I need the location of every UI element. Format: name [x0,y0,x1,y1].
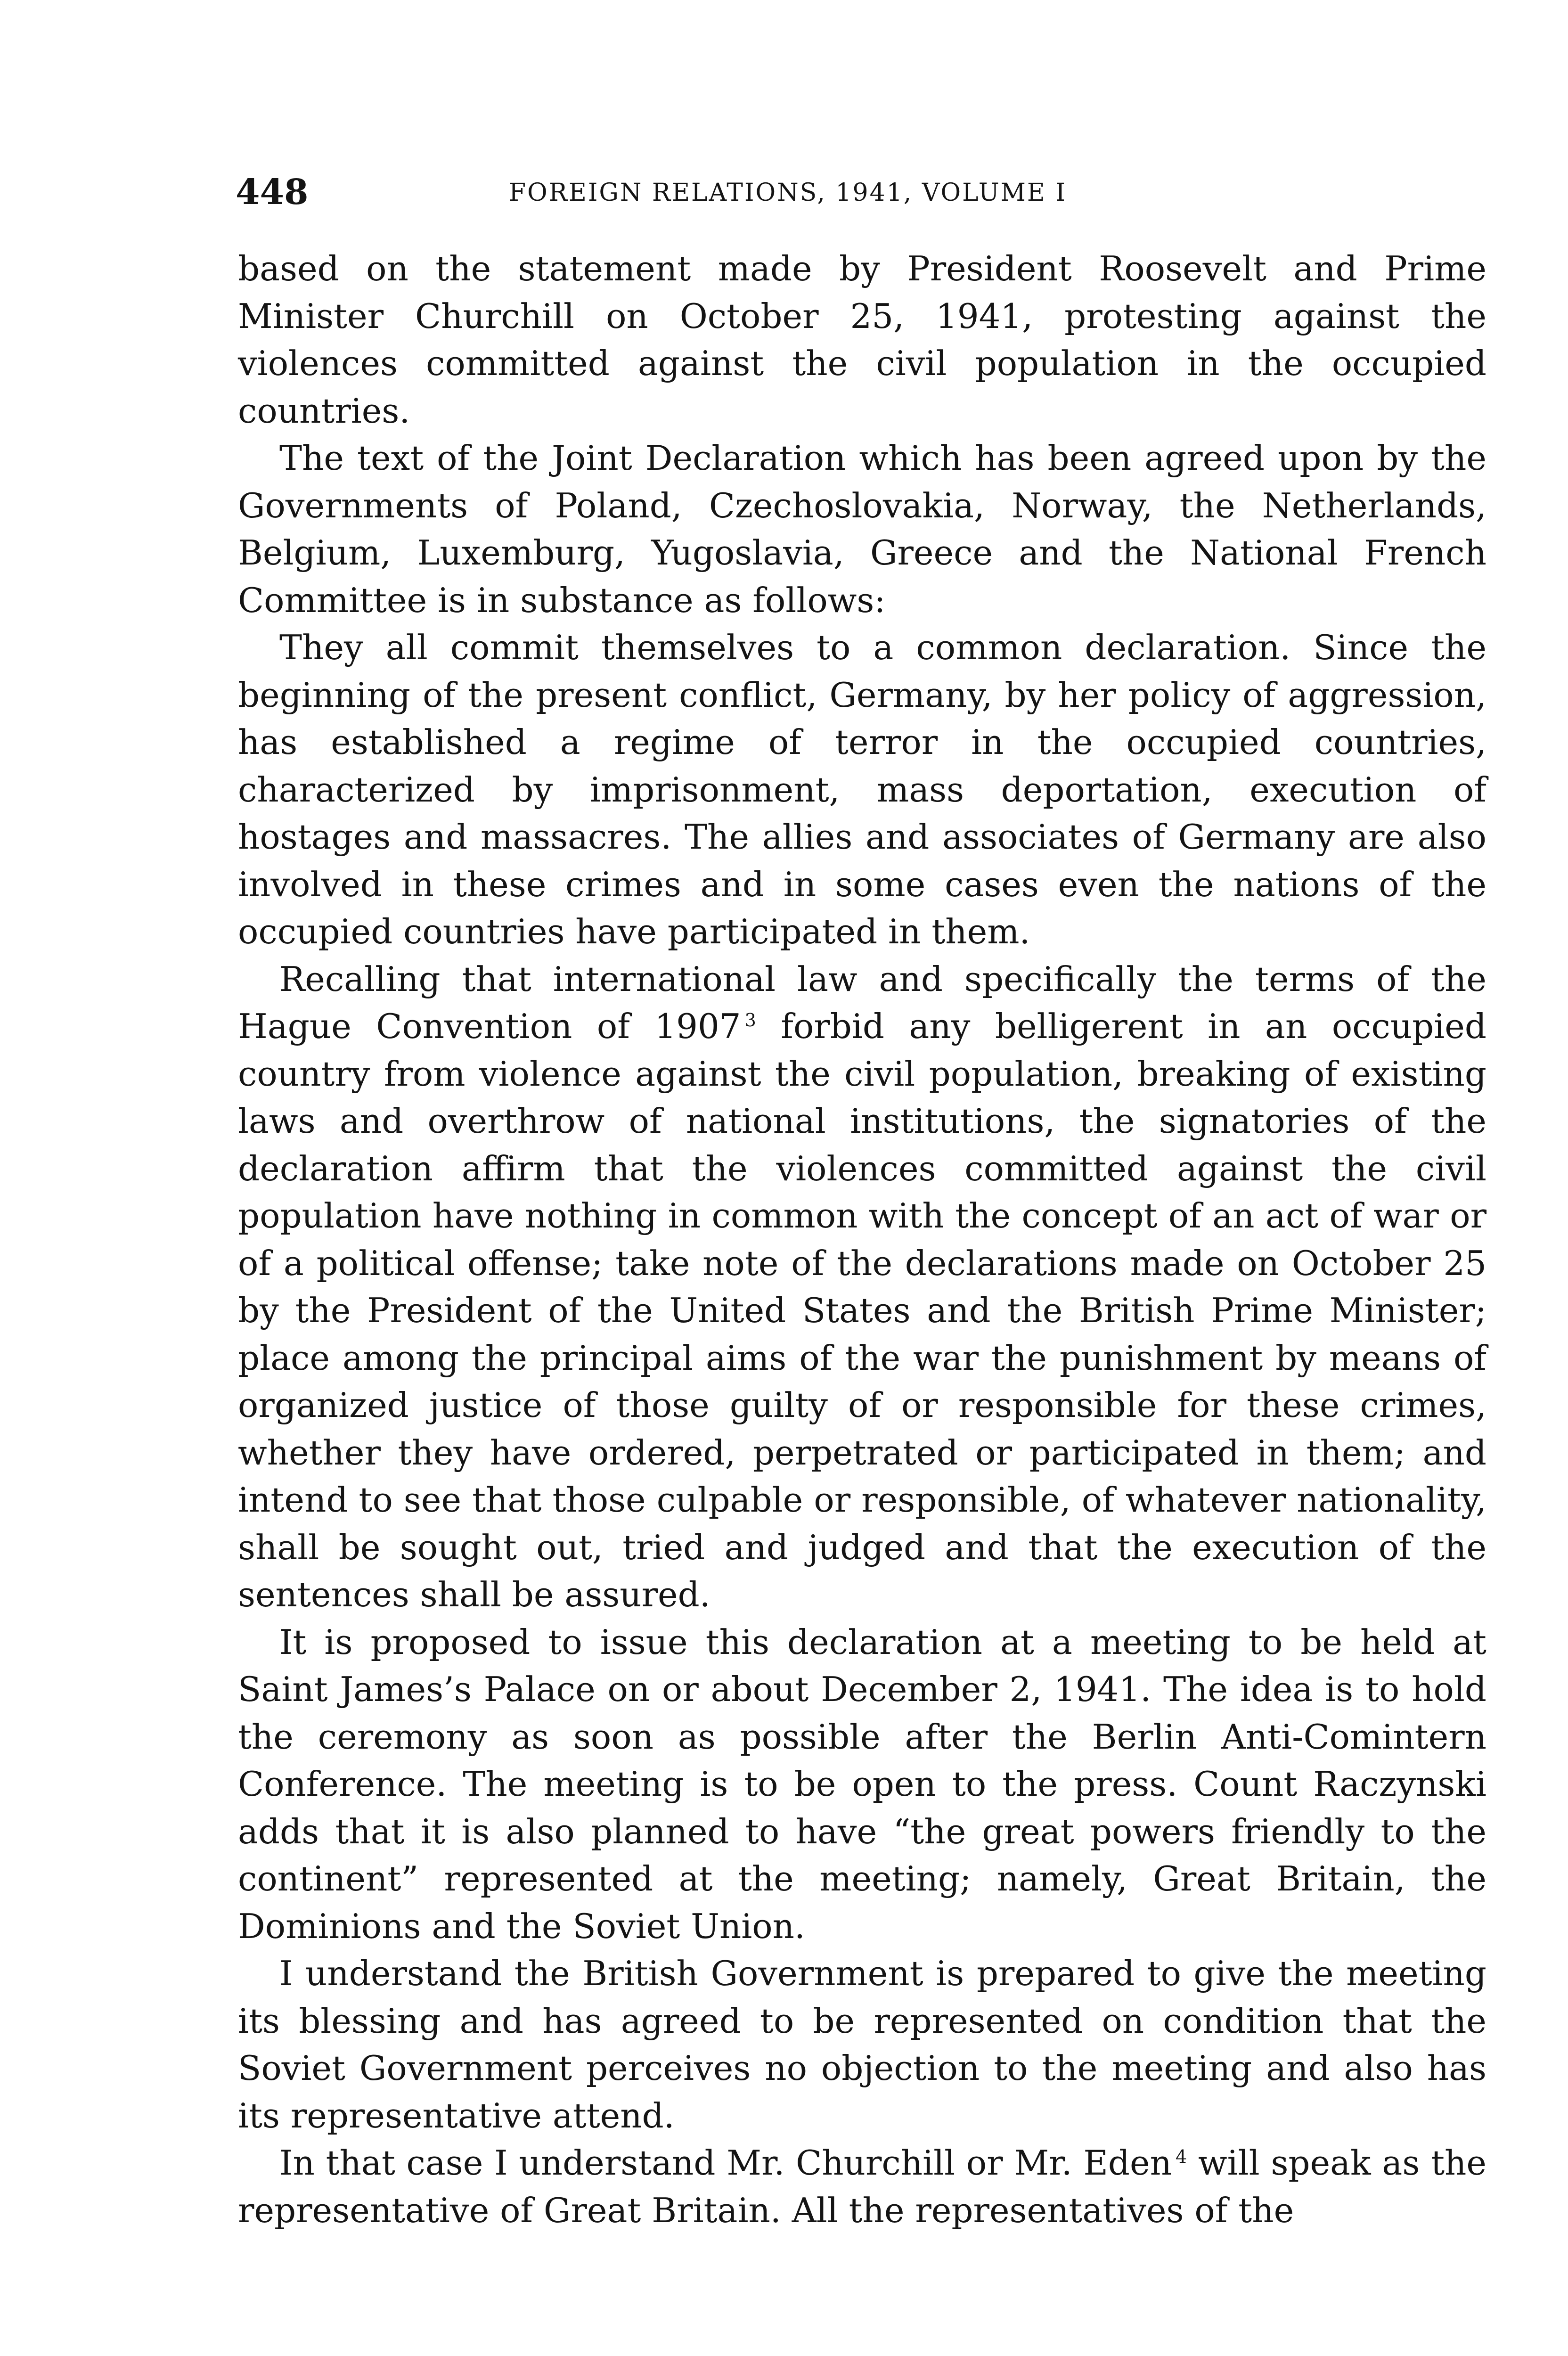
paragraph-4 [238,956,1486,1619]
paragraph-7-text-b: will speak as the representative of Great Britain. All the representatives of the [238,2143,1486,2230]
footnote-reference-4: 4 [1176,2146,1187,2167]
paragraph-3: They all commit themselves to a common declaration. Since the beginning of the present conflict, Germany, by her policy of aggression, has established a regime of terror in the occupied countries, characterized by imprisonment, mass deportation, execution of hostages and massacres. The allies and associates of Germany are also involved in these crimes and in some cases even the nations of the occupied countries have participated in them. [238,628,1486,951]
paragraph-4-text-a: Recalling that international law and specifically the terms of the Hague Convention of 1907 [238,959,1486,1046]
body-text [238,245,1486,2234]
page-number: 448 [236,172,309,213]
paragraph-4-text-b: forbid any belligerent in an occupied country from violence against the civil population, breaking of existing laws and overthrow of national institutions, the signatories of the declaration affirm that the violences committed against the civil population have nothing in common with the concept of an act of war or of a political offense; take note of the declarations made on October 25 by the President of the United States and the British Prime Minister; place among the principal aims of the war the punishment by means of organized justice of those guilty of or responsible for these crimes, whether they have ordered, perpetrated or participated in them; and intend to see that those culpable or responsible, of whatever nationality, shall be sought out, tried and judged and that the execution of the sentences shall be assured. [238,1006,1487,1614]
running-head: FOREIGN RELATIONS, 1941, VOLUME I [509,179,1067,207]
paragraph-2: The text of the Joint Declaration which has been agreed upon by the Governments of Poland, Czechoslovakia, Norway, the Netherlands, Belgium, Luxemburg, Yugoslavia, Greece and the National French Committee is in substance as follows: [238,438,1486,620]
paragraph-6: I understand the British Government is prepared to give the meeting its blessing and has agreed to be represented on condition that the Soviet Government perceives no objection to the meeting and also has its representative attend. [238,1954,1486,2135]
paragraph-1: based on the statement made by President Roosevelt and Prime Minister Churchill on October 25, 1941, protesting against the violences committed against the civil population in the occupied countries. [238,249,1486,431]
paragraph-7 [238,2139,1486,2234]
page-header [236,172,1498,219]
paragraph-5: It is proposed to issue this declaration at a meeting to be held at Saint James’s Palace on or about December 2, 1941. The idea is to hold the ceremony as soon as possible after the Berlin Anti-Comintern Conference. The meeting is to be open to the press. Count Raczynski adds that it is also planned to have “the great powers friendly to the continent” represented at the meeting; namely, Great Britain, the Dominions and the Soviet Union. [238,1622,1486,1946]
footnote-reference-3: 3 [744,1010,756,1031]
paragraph-7-text-a: In that case I understand Mr. Churchill or Mr. Eden [279,2143,1172,2183]
